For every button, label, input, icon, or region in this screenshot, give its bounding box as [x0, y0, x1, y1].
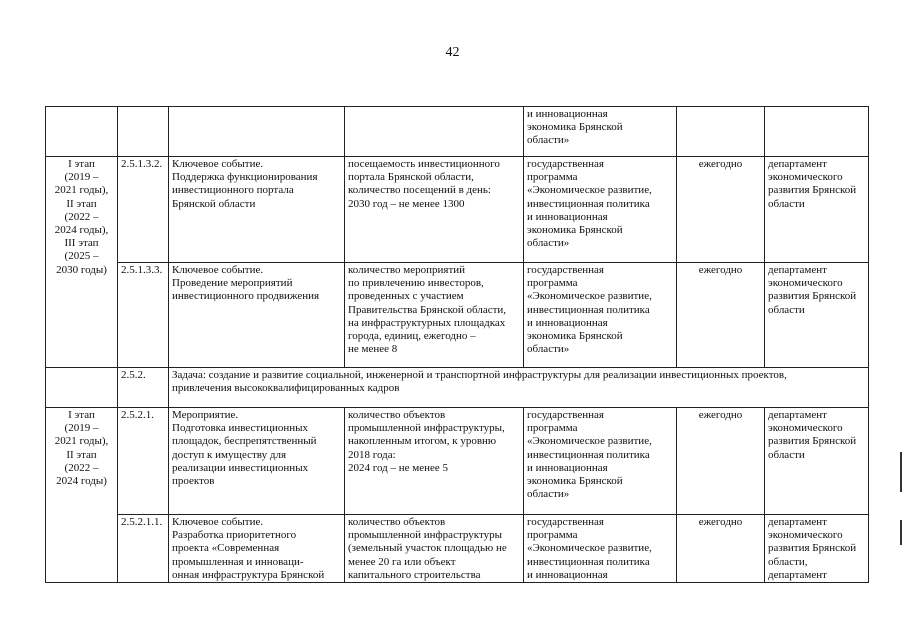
table-row: [46, 157, 869, 263]
scan-edge-mark: [900, 520, 902, 545]
page-number: 42: [445, 45, 460, 60]
event-cell: Ключевое событие. Разработка приоритетного проекта «Современная промышленная и инноваци- онная инфраструктура Брянской: [169, 515, 345, 583]
number-cell: 2.5.1.3.3.: [118, 263, 169, 368]
action-plan-table: [45, 106, 869, 583]
table-row: [46, 368, 869, 408]
scan-edge-mark: [900, 452, 902, 492]
number-cell: 2.5.2.: [118, 368, 169, 408]
number-cell: 2.5.2.1.: [118, 408, 169, 515]
program-cell: государственная программа «Экономическое развитие, инвестиционная политика и инновационная экономика Брянской области»: [524, 263, 677, 368]
responsible-cell: департамент экономического развития Брянской области: [765, 408, 869, 515]
stage-cell: I этап (2019 – 2021 годы), II этап (2022 – 2024 годы), III этап (2025 – 2030 годы): [46, 157, 118, 368]
indicator-cell: посещаемость инвестиционного портала Брянской области, количество посещений в день: 2030 год – не менее 1300: [345, 157, 524, 263]
event-cell: [169, 107, 345, 157]
program-cell: государственная программа «Экономическое развитие, инвестиционная политика и инновационная экономика Брянской области»: [524, 157, 677, 263]
event-cell: Ключевое событие. Поддержка функционирования инвестиционного портала Брянской области: [169, 157, 345, 263]
indicator-cell: количество мероприятий по привлечению инвесторов, проведенных с участием Правительства Брянской области, на инфраструктурных площадках города, единиц, ежегодно – не менее 8: [345, 263, 524, 368]
period-cell: ежегодно: [677, 408, 765, 515]
period-cell: ежегодно: [677, 515, 765, 583]
number-cell: [118, 107, 169, 157]
number-cell: 2.5.1.3.2.: [118, 157, 169, 263]
table-row: [46, 408, 869, 515]
indicator-cell: количество объектов промышленной инфраструктуры, накопленным итогом, к уровню 2018 года: 2024 год – не менее 5: [345, 408, 524, 515]
table-row: [46, 263, 869, 368]
responsible-cell: департамент экономического развития Брянской области: [765, 263, 869, 368]
responsible-cell: [765, 107, 869, 157]
indicator-cell: [345, 107, 524, 157]
table-row: [46, 107, 869, 157]
table-row: [46, 515, 869, 583]
indicator-cell: количество объектов промышленной инфраструктуры (земельный участок площадью не менее 20 га или объект капитального строительства: [345, 515, 524, 583]
stage-cell: [46, 107, 118, 157]
period-cell: [677, 107, 765, 157]
event-cell: Ключевое событие. Проведение мероприятий инвестиционного продвижения: [169, 263, 345, 368]
task-cell: Задача: создание и развитие социальной, инженерной и транспортной инфраструктуры для реализации инвестиционных проектов, привлечения высококвалифицированных кадров: [169, 368, 869, 408]
program-cell: государственная программа «Экономическое развитие, инвестиционная политика и инновационная экономика Брянской области»: [524, 408, 677, 515]
program-cell: и инновационная экономика Брянской области»: [524, 107, 677, 157]
period-cell: ежегодно: [677, 157, 765, 263]
program-cell: государственная программа «Экономическое развитие, инвестиционная политика и инновационная: [524, 515, 677, 583]
event-cell: Мероприятие. Подготовка инвестиционных площадок, беспрепятственный доступ к имуществу для реализации инвестиционных проектов: [169, 408, 345, 515]
period-cell: ежегодно: [677, 263, 765, 368]
number-cell: 2.5.2.1.1.: [118, 515, 169, 583]
stage-cell: [46, 368, 118, 408]
stage-cell: I этап (2019 – 2021 годы), II этап (2022 – 2024 годы): [46, 408, 118, 583]
responsible-cell: департамент экономического развития Брянской области: [765, 157, 869, 263]
responsible-cell: департамент экономического развития Брянской области, департамент: [765, 515, 869, 583]
